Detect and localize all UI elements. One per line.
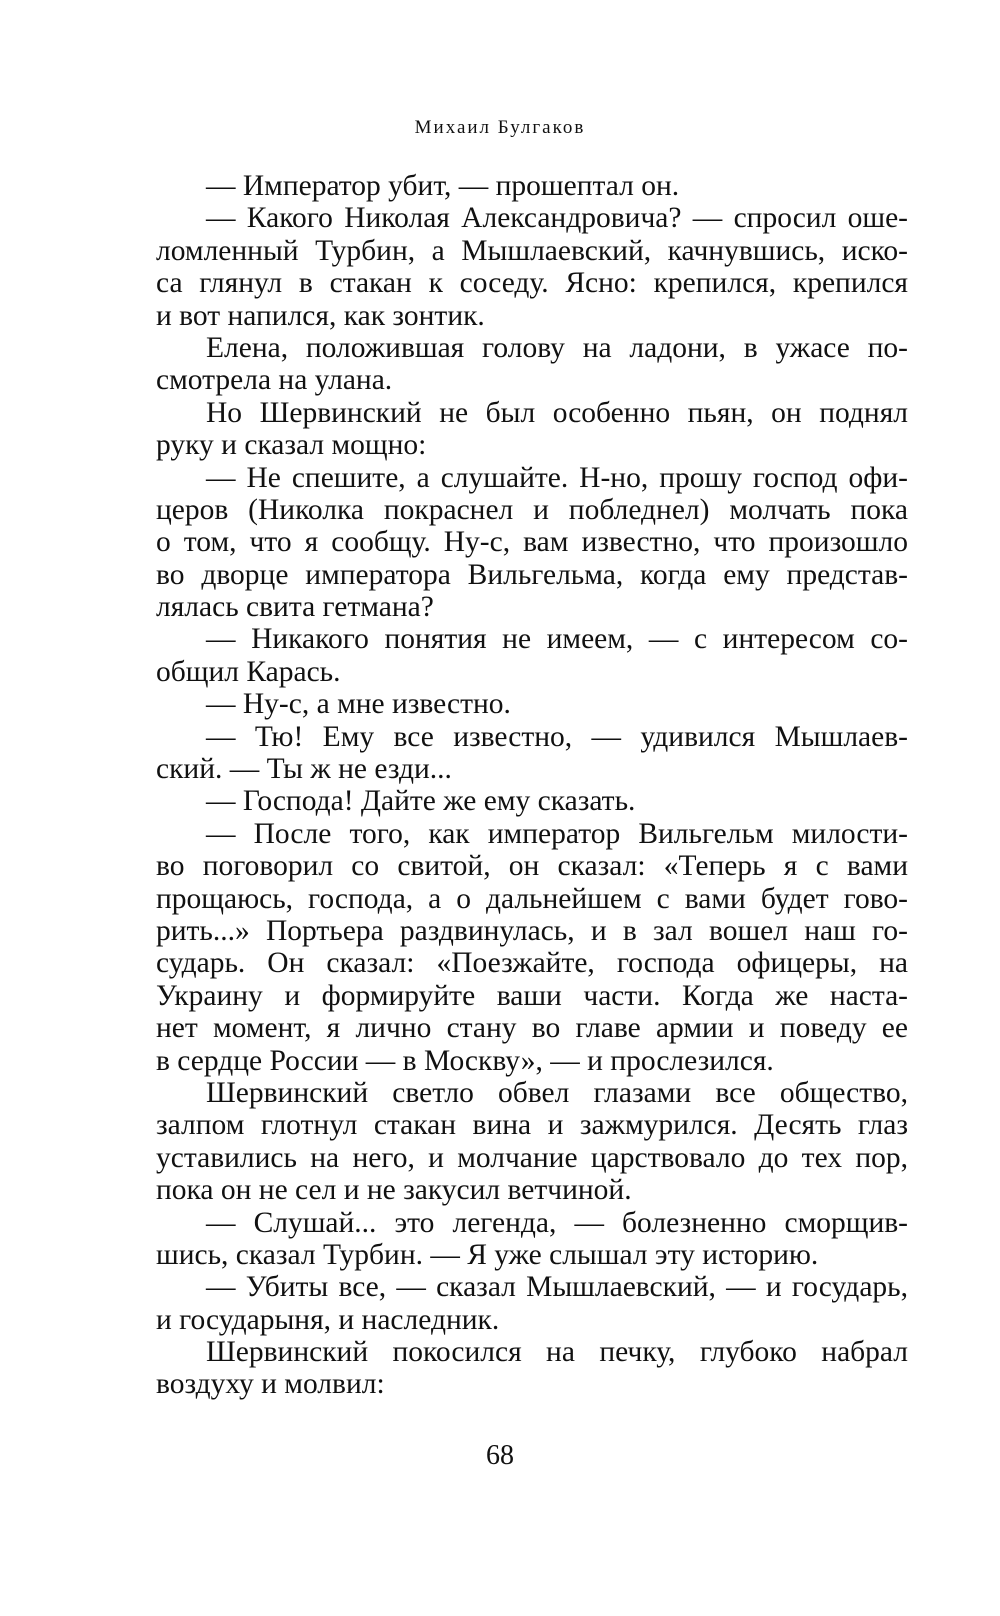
text-line: в сердце России — в Москву», — и прослезился.: [156, 1044, 774, 1077]
text-line: прощаюсь, господа, а о дальнейшем с вами будет гово-: [156, 882, 908, 915]
page-number: 68: [486, 1440, 514, 1471]
running-head: Михаил Булгаков: [414, 117, 586, 138]
text-line: уставились на него, и молчание царствовало до тех пор,: [156, 1141, 908, 1174]
text-line: — Какого Николая Александровича? — спросил оше-: [206, 202, 908, 235]
text-line: во поговорил со свитой, он сказал: «Теперь я с вами: [156, 850, 908, 883]
text-line: са глянул в стакан к соседу. Ясно: крепился, крепился: [156, 267, 908, 300]
text-line: — Убиты все, — сказал Мышлаевский, — и государь,: [206, 1271, 908, 1304]
text-line: залпом глотнул стакан вина и зажмурился. Десять глаз: [156, 1109, 908, 1142]
text-line: и государыня, и наследник.: [156, 1303, 500, 1336]
text-line: ский. — Ты ж не езди...: [156, 753, 452, 786]
text-line: рить...» Портьера раздвинулась, и в зал вошел наш го-: [156, 914, 908, 947]
text-line: нет момент, я лично стану во главе армии и поведу ее: [156, 1012, 908, 1045]
text-line: и вот напился, как зонтик.: [156, 299, 485, 332]
body-text: [156, 170, 908, 1401]
text-line: — Господа! Дайте же ему сказать.: [206, 785, 636, 818]
text-line: — Не спешите, а слушайте. Н-но, прошу господ офи-: [206, 461, 908, 494]
text-line: ломленный Турбин, а Мышлаевский, качнувшись, иско-: [156, 234, 908, 267]
text-line: лялась свита гетмана?: [156, 591, 434, 624]
text-line: о том, что я сообщу. Ну-с, вам известно, что произошло: [156, 526, 908, 559]
text-line: общил Карась.: [156, 655, 341, 688]
text-line: Елена, положившая голову на ладони, в ужасе по-: [206, 331, 908, 364]
text-line: Шервинский светло обвел глазами все общество,: [206, 1076, 908, 1109]
text-line: Шервинский покосился на печку, глубоко набрал: [206, 1336, 908, 1369]
text-line: церов (Николка покраснел и побледнел) молчать пока: [156, 493, 908, 526]
text-line: руку и сказал мощно:: [156, 429, 427, 462]
text-line: — Слушай... это легенда, — болезненно сморщив-: [206, 1206, 908, 1239]
text-line: воздуху и молвил:: [156, 1368, 385, 1401]
text-line: смотрела на улана.: [156, 364, 393, 397]
text-line: Но Шервинский не был особенно пьян, он поднял: [206, 396, 908, 429]
text-line: — Ну-с, а мне известно.: [206, 688, 511, 721]
text-line: — Тю! Ему все известно, — удивился Мышлаев-: [206, 720, 908, 753]
text-line: сударь. Он сказал: «Поезжайте, господа офицеры, на: [156, 947, 908, 980]
text-line: Украину и формируйте ваши части. Когда же наста-: [156, 979, 908, 1012]
text-line: — Император убит, — прошептал он.: [206, 170, 680, 202]
text-line: пока он не сел и не закусил ветчиной.: [156, 1174, 632, 1207]
text-line: — После того, как император Вильгельм милости-: [206, 817, 908, 850]
text-line: — Никакого понятия не имеем, — с интересом со-: [206, 623, 908, 656]
text-line: во дворце императора Вильгельма, когда ему представ-: [156, 558, 908, 591]
text-line: шись, сказал Турбин. — Я уже слышал эту историю.: [156, 1238, 819, 1271]
